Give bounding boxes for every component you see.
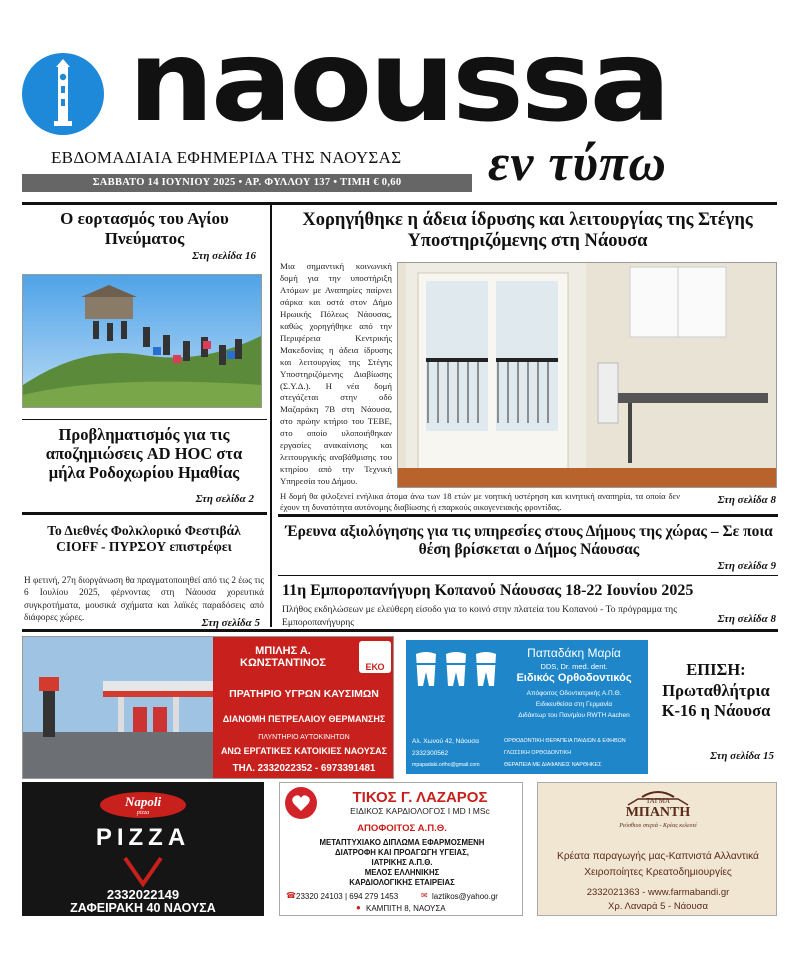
ortho-cv3: Διδάκτωρ του Παν/μίου RWTH Aachen [518,712,630,719]
masthead-subtitle: ΕΒΔΟΜΑΔΙΑΙΑ ΕΦΗΜΕΡΙΔΑ ΤΗΣ ΝΑΟΥΣΑΣ [51,148,402,167]
ortho-phone: 2332300562 [412,750,449,757]
ortho-email: mpapadaki.ortho@gmail.com [412,762,480,768]
sports-ref[interactable]: Στη σελίδα 15 [710,750,774,762]
butcher-addr: Χρ. Λαναρά 5 - Νάουσα [607,901,709,912]
survey-headline[interactable]: Έρευνα αξιολόγησης για τις υπηρεσίες στους Δήμους της χώρας – Σε ποια θέση βρίσκεται ο Δήμος Νάουσας [285,523,773,558]
pizza-slice-icon [22,852,264,892]
cardio-line6: ΚΑΡΔΙΟΛΟΓΙΚΗΣ ΕΤΑΙΡΕΙΑΣ [349,878,455,887]
butcher-motto: Ρεύσθιου στεριά - Κρέας κελευτέ [619,823,697,829]
shelter-body: Μια σημαντική κοινωνική δομή για την υποστήριξη Ατόμων με Αναπηρίες παίρνει σάρκα και οστά στον Δήμο Ηρωικής Πόλεως Νάουσας, καθώς χορηγήθηκε από την Περιφέρεια Κεντρικής Μακεδονίας η άδεια ίδρυσης και λειτουργίας της Στέγης Υποστηριζόμενης Διαβίωσης (Σ.Υ.Δ.). Η νέα δομή στεγάζεται στην οδό Μαζαράκη 7Β στη Νάουσα, στο πρώην κτήριο του ΤΕΒΕ, στο οποίο υλοποιήθηκαν εργασίες ανακαίνισης και λειτουργικής αναβάθμισης του κτηρίου από την Τεχνική Υπηρεσία του Δήμου. [280,261,392,487]
gas-ad-line1: ΠΡΑΤΗΡΙΟ ΥΓΡΩΝ ΚΑΥΣΙΜΩΝ [229,688,379,700]
ortho-service1: ΟΡΘΟΔΟΝΤΙΚΗ ΘΕΡΑΠΕΙΑ ΠΑΙΔΙΩΝ & ΕΦΗΒΩΝ [504,738,626,744]
ad-pizza[interactable] [22,782,264,916]
gas-ad-line4: ΑΝΩ ΕΡΓΑΤΙΚΕΣ ΚΑΤΟΙΚΙΕΣ ΝΑΟΥΣΑΣ [220,746,388,756]
butcher-name: ΜΠΑΝΤΗ [625,805,691,820]
cardio-line4: ΙΑΤΡΙΚΗΣ Α.Π.Θ. [371,858,433,867]
ad-orthodontist[interactable] [406,640,648,774]
shelter-photo [397,262,777,488]
heart-hands-icon [285,787,317,819]
cardio-phones: 23320 24103 | 694 279 1453 [296,892,399,901]
ortho-service2: ΓΛΩΣΣΙΚΗ ΟΡΘΟΔΟΝΤΙΚΗ [504,750,572,756]
survey-ref[interactable]: Στη σελίδα 9 [717,560,776,572]
issue-bar: ΣΑΒΒΑΤΟ 14 ΙΟΥΝΙΟΥ 2025 • ΑΡ. ΦΥΛΛΟΥ 137 • ΤΙΜΗ € 0,60 [22,174,472,192]
sports-headline[interactable]: ΕΠΙΣΗ: Πρωταθλήτρια Κ-16 η Νάουσα [661,660,771,721]
cardio-title: ΕΙΔΙΚΟΣ ΚΑΡΔΙΟΛΟΓΟΣ I MD I MSc [350,806,490,816]
clock-tower-icon [22,53,104,135]
cardio-addr: ΚΑΜΠΙΤΗ 8, ΝΑΟΥΣΑ [366,904,446,913]
cardio-line5: ΜΕΛΟΣ ΕΛΛΗΝΙΚΗΣ [364,868,440,877]
ortho-cv2: Ειδικευθείσα στη Γερμανία [535,701,613,708]
pentecost-ref[interactable]: Στη σελίδα 16 [192,250,256,262]
cardio-mail-icon: ✉ [421,891,428,900]
cardio-name: ΤΙΚΟΣ Γ. ΛΑΖΑΡΟΣ [352,789,488,806]
cardio-line3: ΔΙΑΤΡΟΦΗ ΚΑΙ ΠΡΟΑΓΩΓΗ ΥΓΕΙΑΣ, [335,848,469,857]
ortho-addr: Αλ. Χωνού 42, Νάουσα [412,738,480,745]
gas-ad-line2: ΔΙΑΝΟΜΗ ΠΕΤΡΕΛΑΙΟΥ ΘΕΡΜΑΝΣΗΣ [222,714,386,724]
cardio-line1: ΑΠΟΦΟΙΤΟΣ Α.Π.Θ. [357,823,447,834]
butcher-line2: Χειροποίητες Κρεατοδημιουργίες [584,867,732,878]
ortho-name: Παπαδάκη Μαρία [527,646,621,660]
butcher-line1: Κρέατα παραγωγής μας-Καπνιστά Αλλαντικά [557,851,759,862]
ad-cardiologist[interactable] [279,782,523,916]
masthead-title: naoussa [128,17,668,147]
pizza-phone: 2332022149 [106,887,180,902]
eko-logo: ΕΚΟ [359,641,391,673]
cardio-phone-icon: ☎ [286,891,296,900]
festival-ref[interactable]: Στη σελίδα 5 [201,617,260,629]
fair-headline[interactable]: 11η Εμποροπανήγυρη Κοπανού Νάουσας 18-22 Ιουνίου 2025 [282,582,694,599]
compensation-headline[interactable]: Προβληματισμός για τις αποζημιώσεις AD HOC στα μήλα Ροδοχωρίου Ημαθίας [45,425,243,482]
fair-ref[interactable]: Στη σελίδα 8 [717,613,776,625]
ortho-degree: DDS, Dr. med. dent. [540,662,608,671]
teeth-icon [414,650,504,692]
pentecost-photo [22,274,262,408]
masthead-logo [22,53,104,135]
festival-body: Η φετινή, 27η διοργάνωση θα πραγματοποιηθεί από τις 2 έως τις 6 Ιουλίου 2025, φέρνοντας στη Νάουσα χορευτικά συγκροτήματα, μουσικά σχήματα και λαϊκές παραδόσεις από διάφορες χώρες. [24,575,264,623]
shelter-caption: Η δομή θα φιλοξενεί ενήλικα άτομα άνω των 18 ετών με νοητική υστέρηση και κινητική αναπηρία, τα οποία δεν έχουν τη δυνατότητα αυτόνομης διαβίωσης ή επαρκούς οικογενειακής φροντίδας. [280,491,680,513]
cardio-line2: ΜΕΤΑΠΤΥΧΙΑΚΟ ΔΙΠΛΩΜΑ ΕΦΑΡΜΟΣΜΕΝΗ [319,838,485,847]
cardio-email: laztikos@yahoo.gr [432,892,498,901]
masthead-tagline: εν τύπω [488,135,667,192]
pizza-brand: Napoli [124,794,162,809]
gas-station-photo [23,637,213,779]
butcher-top: ΤΑΓΜΑ [645,797,671,805]
shelter-headline[interactable]: Χορηγήθηκε η άδεια ίδρυσης και λειτουργίας της Στέγης Υποστηριζόμενης στη Νάουσα [302,210,753,252]
ortho-cv1: Απόφοιτος Οδοντιατρικής Α.Π.Θ. [526,690,622,697]
shelter-ref[interactable]: Στη σελίδα 8 [717,494,776,506]
fair-body: Πλήθος εκδηλώσεων με ελεύθερη είσοδο για το κοινό στην πλατεία του Κοπανού - Το πρόγραμμα της Εμποροπανήγυρης [282,604,677,628]
compensation-ref[interactable]: Στη σελίδα 2 [195,493,254,505]
pizza-addr: ΖΑΦΕΙΡΑΚΗ 40 ΝΑΟΥΣΑ [70,901,216,915]
gas-ad-phone: ΤΗΛ. 2332022352 - 6973391481 [232,763,376,774]
pizza-brand-sub: pizza [136,810,150,816]
festival-headline[interactable]: Το Διεθνές Φολκλορικό Φεστιβάλ CIOFF - ΠΥΡΣΟΥ επιστρέφει [47,523,241,554]
ortho-title: Ειδικός Ορθοδοντικός [516,672,632,684]
cardio-pin-icon: ● [356,903,361,912]
butcher-contact: 2332021363 - www.farmabandi.gr [586,887,730,898]
pentecost-headline[interactable]: Ο εορτασμός του Αγίου Πνεύματος [60,209,229,248]
pizza-word: PIZZA [95,824,191,851]
ad-gas-station[interactable] [22,636,394,779]
gas-ad-name: ΜΠΙΛΗΣ Α. ΚΩΝΣΤΑΝΤΙΝΟΣ [240,645,326,669]
ad-butcher[interactable] [537,782,777,916]
ortho-service3: ΘΕΡΑΠΕΙΑ ΜΕ ΔΙΑΦΑΝΕΙΣ ΝΑΡΘΗΚΕΣ [504,762,602,768]
gas-ad-line3: ΠΛΥΝΤΗΡΙΟ ΑΥΤΟΚΙΝΗΤΩΝ [258,734,350,741]
